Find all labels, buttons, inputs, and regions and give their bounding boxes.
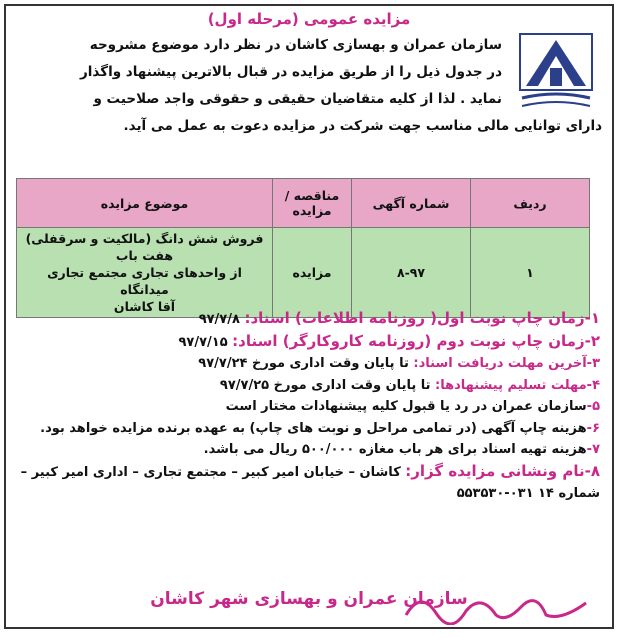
tender-notice [4, 4, 614, 629]
item-value: تا پایان وقت اداری مورخ ۹۷/۷/۲۴ [198, 356, 414, 371]
tender-table [16, 178, 590, 318]
intro-line: دارای توانایی مالی مناسب جهت شرکت در مزایده دعوت به عمل می آید. [123, 118, 602, 134]
conditions-list [16, 308, 600, 505]
item-number: ۸- [584, 461, 600, 480]
item-value: ۹۷/۷/۱۵ [178, 334, 233, 350]
item-value: ۹۷/۷/۸ [198, 312, 245, 327]
signature-icon [396, 585, 596, 625]
subject-line: فروش شش دانگ (مالکیت و سرقفلی) هفت باب [25, 231, 264, 263]
item-number: ۱- [584, 309, 600, 327]
item-value: تا پایان وقت اداری مورخ ۹۷/۷/۲۵ [219, 377, 436, 393]
item-label: آخرین مهلت دریافت اسناد: [413, 356, 587, 371]
organization-logo-icon [510, 28, 602, 114]
item-label: زمان چاپ نوبت اول( روزنامه اطلاعات) اسناد: [244, 309, 585, 327]
subject-line: از واحدهای تجاری مجتمع تجاری میدانگاه [47, 265, 242, 297]
item-number: ۳- [586, 356, 600, 371]
list-item [16, 308, 600, 331]
item-number: ۴- [586, 377, 600, 393]
list-item [16, 461, 600, 505]
list-item [16, 418, 600, 440]
item-number: ۵- [586, 399, 600, 414]
item-label: مهلت تسلیم پیشنهادها: [435, 377, 587, 393]
item-value: سازمان عمران در رد یا قبول کلیه پیشنهادات مختار است [225, 399, 587, 414]
cell-tender-type: مزایده [273, 228, 352, 318]
intro-line: در جدول ذیل را از طریق مزایده در قبال بالاترین پیشنهاد واگذار [80, 64, 502, 80]
header-tender-type: مناقصه / مزایده [273, 179, 352, 228]
list-item [16, 353, 600, 375]
table-row [17, 228, 590, 318]
item-number: ۶- [586, 420, 600, 436]
list-item [16, 439, 600, 461]
intro-line: سازمان عمران و بهسازی کاشان در نظر دارد موضوع مشروحه [89, 37, 502, 53]
intro-paragraph [16, 32, 602, 140]
item-value: هزینه تهیه اسناد برای هر باب مغازه ۵۰۰/۰۰۰ ریال می باشد. [203, 442, 587, 457]
cell-notice-number: ۸-۹۷ [352, 228, 471, 318]
item-number: ۷- [586, 442, 600, 457]
item-value: هزینه چاپ آگهی (در تمامی مراحل و نوبت های چاپ) به عهده برنده مزایده خواهد بود. [40, 420, 587, 436]
header-row-number: ردیف [471, 179, 590, 228]
subject-line: آقا کاشان [113, 299, 176, 314]
item-label: زمان چاپ نوبت دوم (روزنامه کاروکارگر) اسناد: [232, 331, 585, 350]
list-item [16, 396, 600, 418]
intro-line: نماید . لذا از کلیه متقاضیان حقیقی و حقوقی واجد صلاحیت و [93, 91, 502, 107]
item-value: کاشان – خیابان امیر کبیر – مجتمع تجاری – اداری امیر کبیر – شماره ۱۴ ۰۳۱-۵۵۳۵۳۰ [20, 464, 600, 501]
item-label: نام ونشانی مزایده گزار: [405, 461, 585, 480]
table-header-row [17, 179, 590, 228]
header-subject: موضوع مزایده [17, 179, 273, 228]
notice-title: مزایده عمومی (مرحله اول) [207, 10, 411, 28]
footer-organization-name: سازمان عمران و بهسازی شهر کاشان [150, 589, 468, 609]
item-number: ۲- [584, 331, 600, 350]
header-notice-number: شماره آگهی [352, 179, 471, 228]
list-item [16, 331, 600, 354]
cell-subject [17, 228, 273, 318]
list-item [16, 375, 600, 397]
cell-row-number: ۱ [471, 228, 590, 318]
